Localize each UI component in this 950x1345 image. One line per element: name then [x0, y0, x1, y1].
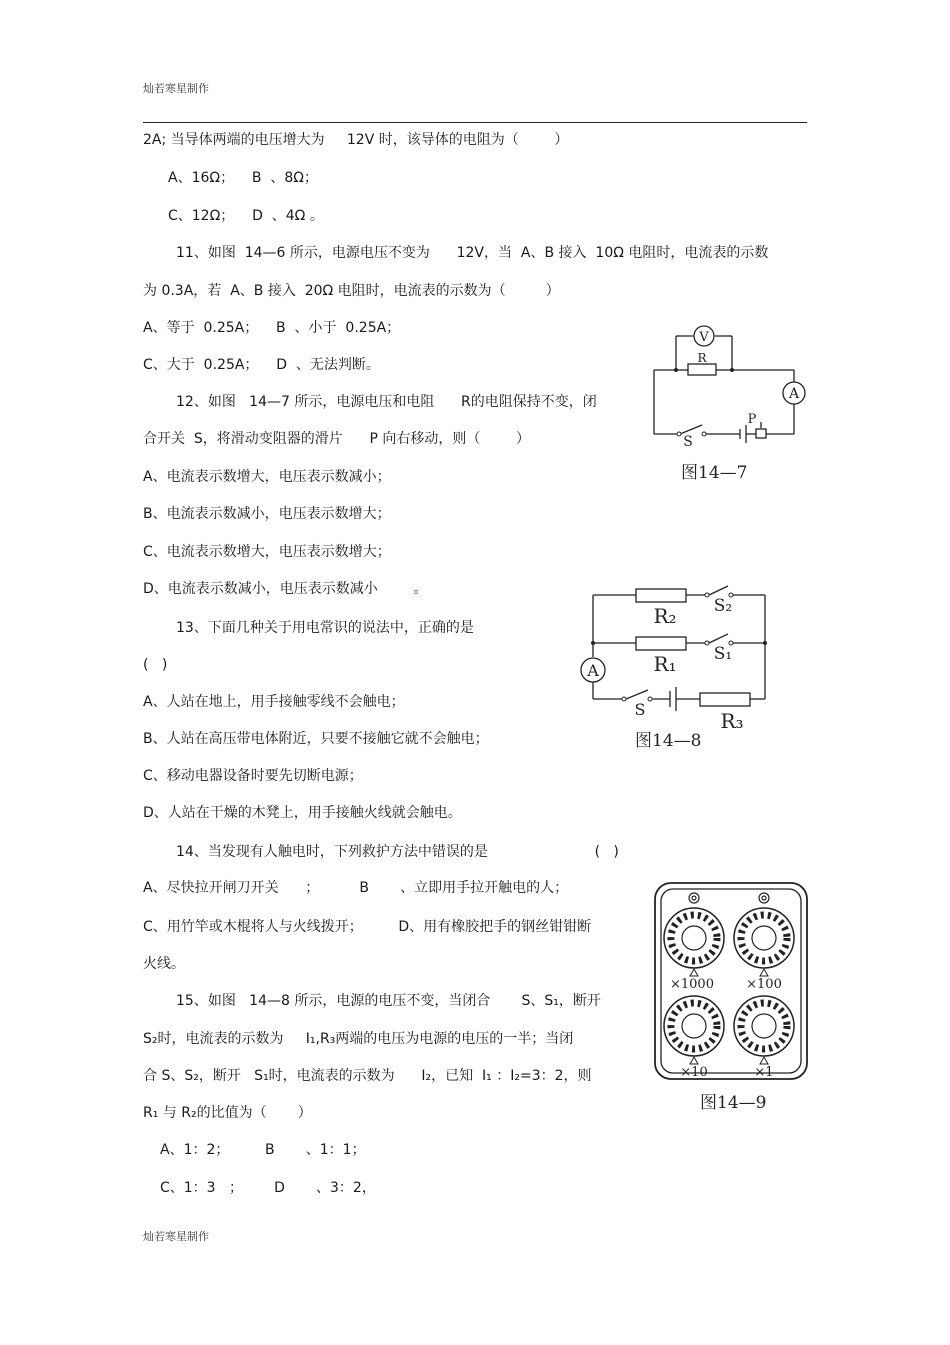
text-line: C、用竹竿或木棍将人与火线拨开； D、用有橡胶把手的钢丝钳钳断 — [143, 919, 592, 935]
r3-label: R₃ — [720, 709, 744, 733]
resistor-label: R — [697, 351, 707, 365]
page-header: 灿若寒星制作 — [143, 82, 209, 95]
junction-dot — [730, 368, 734, 372]
text-line: R₁ 与 R₂的比值为（ ） — [143, 1105, 312, 1121]
text-line: A、尽快拉开闸刀开关 ； B 、立即用手拉开触电的人； — [143, 880, 569, 896]
text-line: 11、如图 14—6 所示，电源电压不变为 12V，当 A、B 接入 10Ω 电阻时，电流表的示数 — [176, 245, 769, 261]
text-line: B、电流表示数减小，电压表示数增大； — [143, 506, 391, 522]
page-footer: 灿若寒星制作 — [143, 1230, 209, 1243]
text-line: 2A; 当导体两端的电压增大为 12V 时，该导体的电阻为（ ） — [143, 132, 569, 148]
dial-multiplier-label: ×1 — [754, 1065, 774, 1080]
r2-label: R₂ — [653, 604, 677, 628]
text-line: 15、如图 14—8 所示，电源的电压不变，当闭合 S、S₁，断开 — [176, 993, 601, 1009]
text-line: C、大于 0.25A； D 、无法判断。 — [143, 357, 380, 373]
switch-label: S — [634, 700, 646, 719]
text-line: A、等于 0.25A； B 、小于 0.25A； — [143, 320, 401, 336]
circuit-diagram-14-7 — [648, 322, 808, 450]
text-line: D、电流表示数减小，电压表示数减小 。 — [143, 581, 428, 597]
text-line: 13、下面几种关于用电常识的说法中，正确的是 — [176, 620, 474, 636]
voltmeter-label: V — [699, 330, 709, 345]
text-line: S₂时，电流表的示数为 I₁,R₃两端的电压为电源的电压的一半；当闭 — [143, 1031, 574, 1047]
switch-contact — [705, 641, 709, 645]
text-line: 14、当发现有人触电时，下列救护方法中错误的是 ( ) — [176, 844, 619, 860]
text-line: C、1：3 ； D 、3：2， — [160, 1180, 376, 1196]
figure-caption: 图14—9 — [700, 1093, 767, 1113]
text-line: A、16Ω； B 、8Ω； — [168, 170, 319, 186]
junction-dot — [674, 368, 678, 372]
dial-multiplier-label: ×100 — [746, 977, 782, 992]
text-line: 合 S、S₂，断开 S₁时，电流表的示数为 I₂，已知 I₁ ：I₂=3：2，则 — [143, 1068, 592, 1084]
s2-label: S₂ — [713, 596, 733, 616]
switch-contact — [622, 697, 626, 701]
text-line: D、人站在干燥的木凳上，用手接触火线就会触电。 — [143, 805, 462, 821]
text-line: B、人站在高压带电体附近，只要不接触它就不会触电； — [143, 731, 489, 747]
text-line: A、1：2； B 、1：1； — [160, 1142, 366, 1158]
figure-caption: 图14—8 — [635, 731, 702, 751]
text-line: C、12Ω； D 、4Ω 。 — [168, 208, 324, 224]
circuit-diagram-14-8 — [578, 583, 778, 741]
s1-label: S₁ — [713, 644, 733, 664]
text-line: 火线。 — [143, 956, 185, 972]
switch-contact — [648, 697, 652, 701]
ammeter-label: A — [587, 661, 599, 680]
switch-contact — [677, 432, 681, 436]
text-line: 合开关 S，将滑动变阻器的滑片 P 向右移动，则（ ） — [143, 431, 530, 447]
text-line: A、电流表示数增大，电压表示数减小； — [143, 469, 391, 485]
ammeter-label: A — [788, 386, 800, 402]
text-line: A、人站在地上，用手接触零线不会触电； — [143, 694, 405, 710]
dial-multiplier-label: ×1000 — [670, 977, 714, 992]
figure-caption: 图14—7 — [681, 463, 748, 483]
dial-multiplier-label: ×10 — [680, 1065, 708, 1080]
text-line: C、电流表示数增大，电压表示数增大； — [143, 544, 391, 560]
r1-label: R₁ — [653, 652, 677, 676]
switch-contact — [702, 432, 706, 436]
junction-dot — [763, 641, 767, 645]
text-line: C、移动电器设备时要先切断电源； — [143, 768, 363, 784]
switch-contact — [705, 593, 709, 597]
switch-label: S — [683, 434, 693, 450]
resistance-box-14-9 — [652, 880, 810, 1082]
header-rule — [143, 122, 807, 123]
text-line: ( ) — [143, 657, 168, 673]
text-line: 12、如图 14—7 所示，电源电压和电阻 R的电阻保持不变，闭 — [176, 394, 597, 410]
junction-dot — [591, 641, 595, 645]
text-line: 为 0.3A，若 A、B 接入 20Ω 电阻时，电流表的示数为（ ） — [143, 283, 560, 299]
slider-label: P — [747, 412, 757, 427]
